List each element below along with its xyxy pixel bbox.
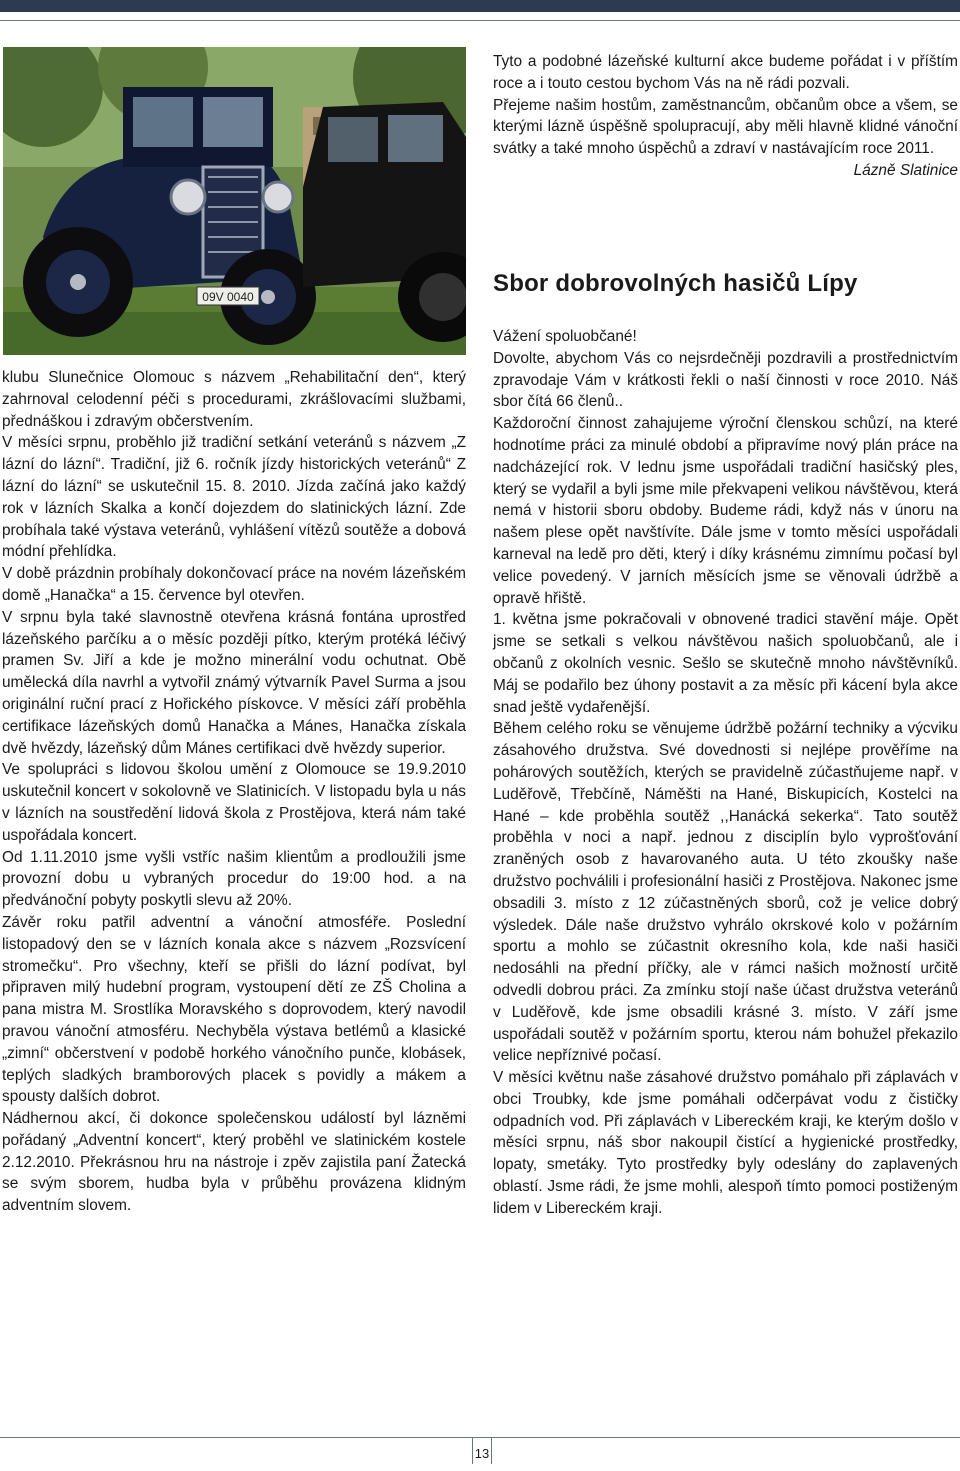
paragraph: Závěr roku patřil adventní a vánoční atmosféře. Poslední listopadový den se v lázních konala akce s názvem „Rozsvícení stromečku“. Pro všechny, kteří se přišli do lázní podívat, byl připraven milý hudební program, vystoupení dětí ze ZŠ Cholina a pana mistra M. Srostlíka Moravského s doprovodem, který navodil pravou vánoční atmosféru. Nechyběla výstava betlémů a klasické „zimní“ občerstvení v podobě horkého vánočního punče, klobásek, teplých sladkých bramborových placek s povidly a mákem a spousty dalších dobrot.: [2, 913, 466, 1106]
paragraph: Vážení spoluobčané!: [493, 328, 637, 345]
paragraph: Dovolte, abychom Vás co nejsrdečněji pozdravili a prostřednictvím zpravodaje Vám v krátkosti řekli o naší činnosti v roce 2010. Náš sbor čítá 66 členů..: [493, 349, 958, 411]
paragraph: Nádhernou akcí, či dokonce společenskou událostí byl lázněmi pořádaný „Adventní koncert“, který proběhl ve slatinickém kostele 2.12.2010. Překrásnou hru na nástroje i zpěv zajistila paní Žatecká se svým sborem, hudba byla v průběhu provázena klidným adventním slovem.: [2, 1110, 466, 1215]
article-title: Sbor dobrovolných hasičů Lípy: [493, 270, 858, 297]
page-number: 13: [472, 1437, 492, 1464]
paragraph: V měsíci květnu naše zásahové družstvo pomáhalo při záplavách v obci Troubky, kde jsme pomáhali odčerpávat vodu z čističky odpadních vod. Při záplavách v Libereckém kraji, ke kterým došlo v měsíci srpnu, náš sbor nakoupil čistící a hygienické prostředky, lopaty, smetáky. Tyto prostředky byly odeslány do zaplavených oblastí. Jsme rádi, že jsme mohli, alespoň tímto pomoci postiženým lidem v Libereckém kraji.: [493, 1069, 958, 1217]
paragraph: Ve spolupráci s lidovou školou umění z Olomouce se 19.9.2010 uskutečnil koncert v sokolovně ve Slatinicích. V listopadu byla u nás v lázních na soustředění lidová škola z Prostějova, která nám také uspořádala koncert.: [2, 761, 466, 844]
paragraph: V době prázdnin probíhaly dokončovací práce na novém lázeňském domě „Hanačka“ a 15. července byl otevřen.: [2, 565, 466, 604]
paragraph: 1. května jsme pokračovali v obnovené tradici stavění máje. Opět jsme se setkali s velkou návštěvou našich spoluobčanů, ale i občanů z okolních vesnic. Sešlo se skutečně mnoho návštěvníků. Máj se podařilo bez úhony postavit a za měsíc při kácení byla akce snad ještě vydařenější.: [493, 611, 958, 716]
paragraph: Přejeme našim hostům, zaměstnancům, občanům obce a všem, se kterými lázně úspěšně spolupracují, aby měli hlavně klidné vánoční svátky a také mnoho úspěchů a zdraví v nastávajícím roce 2011.: [493, 96, 958, 158]
left-column: [2, 367, 466, 1217]
header-rule: [0, 20, 960, 21]
top-bar: [0, 0, 960, 12]
paragraph: Od 1.11.2010 jsme vyšli vstříc našim klientům a prodloužili jsme provozní dobu u vybraných procedur do 19:00 hod. a na předvánoční pobyty poskytli slevu až 20%.: [2, 848, 466, 910]
signature: Lázně Slatinice: [853, 161, 958, 179]
paragraph: klubu Slunečnice Olomouc s názvem „Rehabilitační den“, který zahrnoval celodenní péči s procedurami, zkrášlovacími službami, přednáškou i zdravým občerstvením.: [2, 369, 466, 430]
paragraph: V měsíci srpnu, proběhlo již tradiční setkání veteránů s názvem „Z lázní do lázní“. Tradiční, již 6. ročník jízdy historických veteránů“ Z lázní do lázní“ se uskutečnil 15. 8. 2010. Jízda začíná jako každý rok v lázních Skalka a končí dojezdem do slatinických lázní. Zde probíhala také výstava veteránů, vyhlášení vítězů soutěže a dobová módní přehlídka.: [2, 434, 466, 561]
plate-text: 09V 0040: [202, 290, 254, 304]
spa-closing-text: [493, 51, 958, 182]
paragraph: Během celého roku se věnujeme údržbě požární techniky a výcviku zásahového družstva. Své dovednosti si nejlépe prověříme na pohárových soutěžích, kterých se pravidelně zúčastňujeme např. v Luděřově, Třebčíně, Náměšti na Hané, Biskupicích, Kostelci na Hané – kde proběhla soutěž ,,Hanácká sekerka“. Tato soutěž proběhla v noci a např. jednou z disciplín bylo vyprošťování zraněných osob z havarovaného auta. U této zkoušky naše družstvo pochválili i profesionální hasiči z Prostějova. Nakonec jsme obsadili 3. místo z 12 zúčastněných sborů, což je velice dobrý výsledek. Dále naše družstvo vyhrálo okrskové kolo v požárním sportu a mohlo se zúčastnit okresního kola, kde naši hasiči nedosáhli na přední příčky, ale v rámci našich možností určitě odvedli dobrou práci. Za zmínku stojí naše účast družstva veteránů v Luděřově, kde jsme obsadili krásné 3. místo. V září jsme uspořádali soutěž v požárním sportu, kterou nám bohužel překazilo velice nepříznivé počasí.: [493, 720, 958, 1065]
article-body: [493, 326, 958, 1220]
vintage-car-photo: [3, 47, 466, 355]
paragraph: Tyto a podobné lázeňské kulturní akce budeme pořádat i v příštím roce a i touto cestou bychom Vás na ně rádi pozvali.: [493, 53, 958, 92]
paragraph: V srpnu byla také slavnostně otevřena krásná fontána uprostřed lázeňského parčíku a o měsíc později pítko, kterým protéká léčivý pramen Sv. Jiří a kde je možno minerální vodu ochutnat. Obě umělecká díla navrhl a vytvořil známý výtvarník Pavel Surma a jsou originální ruční prací z Hořického pískovce. V měsíci září proběhla certifikace lázeňských domů Hanačka a Mánes, Hanačka získala dvě hvězdy, lázeňský dům Mánes certifikaci dvě hvězdy superior.: [2, 608, 466, 757]
paragraph: Každoroční činnost zahajujeme výroční členskou schůzí, na které hodnotíme práci za minulé období a připravíme nový plán práce na nadcházející rok. V lednu jsme uspořádali tradiční hasičský ples, který se vydařil a byli jsme mile překvapeni velikou návštěvou, která nemá v historii sboru obdoby. Budeme rádi, když nás v únoru na našem plese opět navštívíte. Dále jsme v tomto měsíci uspořádali karneval na ledě pro děti, který i díky krásnému zimnímu počasí byl velice povedený. V jarních měsících jsme se věnovali údržbě a opravě hřiště.: [493, 415, 958, 607]
